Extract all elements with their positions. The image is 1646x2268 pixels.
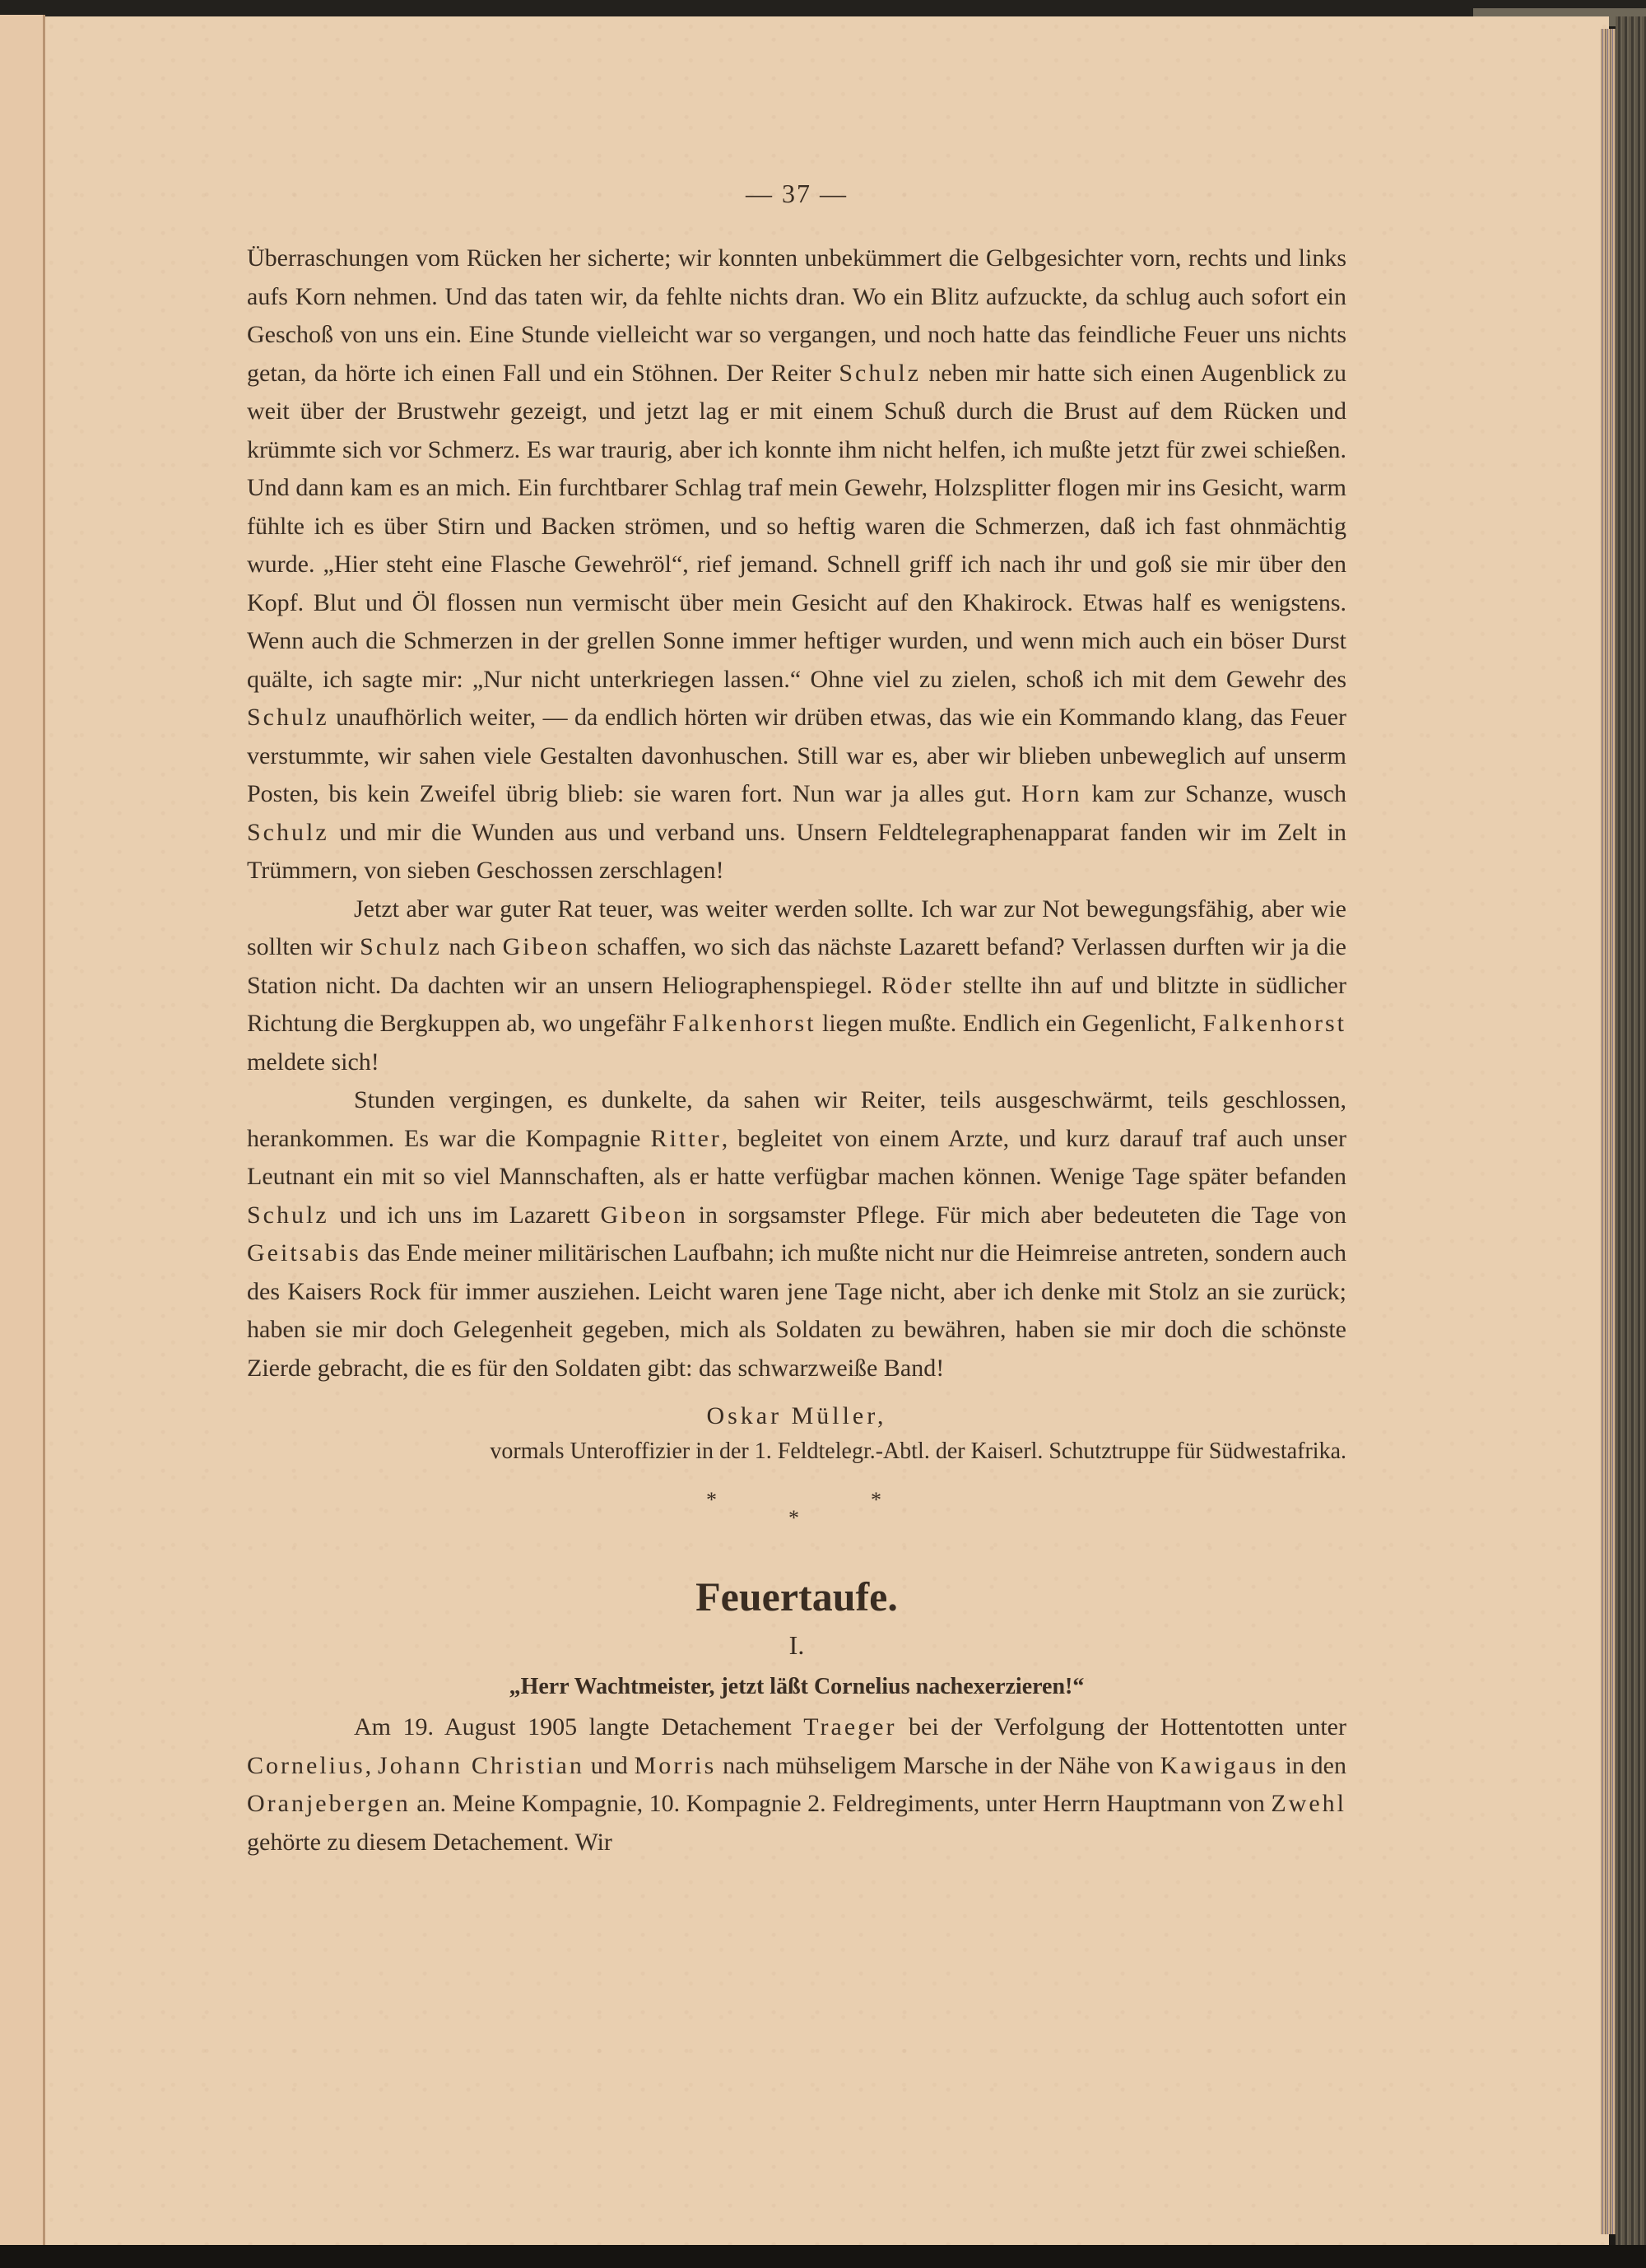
paragraph: [247, 1708, 1346, 1861]
paragraph: [247, 1081, 1346, 1387]
page-content: [247, 177, 1346, 1861]
emphasized-name: Falkenhorst: [1202, 1010, 1347, 1037]
text-run: unaufhörlich weiter, — da endlich hörten wir drüben etwas, das wie ein Kommando klang, das Feuer verstummte, wir sahen viele Gestalten davonhuschen. Still war es, aber wir blieben unbeweglich auf unserm Posten, bis kein Zweifel übrig blieb: sie waren fort. Nun war ja alles gut.: [247, 704, 1346, 807]
story-text-part2: [247, 1708, 1346, 1861]
emphasized-name: Gibeon: [600, 1201, 688, 1229]
text-run: Stunden vergingen, es dunkelte, da sahen wir Reiter, teils ausgeschwärmt, teils geschlossen, herankommen. Es war die Kompagnie: [247, 1086, 1346, 1152]
author-signature: [247, 1397, 1346, 1435]
text-run: an. Meine Kompagnie, 10. Kompagnie 2. Feldregiments, unter Herrn Hauptmann von: [410, 1790, 1272, 1817]
emphasized-name: Cornelius: [247, 1751, 365, 1779]
emphasized-name: Schulz: [247, 1201, 329, 1229]
text-run: neben mir hatte sich einen Augenblick zu weit über der Brustwehr gezeigt, und jetzt lag er mit einem Schuß durch die Brust auf dem Rücken und krümmte sich vor Schmerz. Es war traurig, aber ich konnte ihm nicht helfen, ich mußte jetzt für zwei schießen. Und dann kam es an mich. Ein furchtbarer Schlag traf mein Gewehr, Holzsplitter flogen mir ins Gesicht, warm fühlte ich es über Stirn und Backen strömen, und so heftig waren die Schmerzen, daß ich fast ohnmächtig wurde. „Hier steht eine Flasche Gewehröl“, rief jemand. Schnell griff ich nach ihr und goß sie mir über den Kopf. Blut und Öl flossen nun vermischt über mein Gesicht auf den Khakirock. Etwas half es wenigstens. Wenn auch die Schmerzen in der grellen Sonne immer heftiger wurden, und wenn mich auch ein böser Durst quälte, ich sagte mir: „Nur nicht unterkriegen lassen.“ Ohne viel zu zielen, schoß ich mit dem Gewehr des: [247, 359, 1346, 693]
paragraph: [247, 890, 1346, 1082]
emphasized-name: Schulz: [247, 704, 329, 731]
section-numeral: I.: [788, 1630, 805, 1660]
emphasized-name: Schulz: [360, 933, 442, 960]
scan-bottom-border: [0, 2245, 1646, 2268]
page-stack-edges: [1601, 29, 1616, 2234]
emphasized-name: Morris: [634, 1751, 717, 1779]
story-text-part1: [247, 239, 1346, 1387]
asterisk: *: [706, 1488, 717, 1512]
text-run: und: [584, 1751, 635, 1779]
text-run: das Ende meiner militärischen Laufbahn; ich mußte nicht nur die Heimreise antreten, sondern auch des Kaisers Rock für immer ausziehen. Leicht waren jene Tage nicht, aber ich denke mit Stolz an sie zurück; haben sie mir doch Gelegenheit gegeben, mich als Soldaten zu bewähren, haben sie mir doch die schönste Zierde gebracht, die es für den Soldaten gibt: das schwarzweiße Band!: [247, 1239, 1346, 1382]
author-name: Oskar Müller,: [706, 1402, 887, 1429]
text-run: Am 19. August 1905 langte Detachement: [354, 1713, 804, 1741]
emphasized-name: Schulz: [839, 359, 922, 387]
emphasized-name: Kawigaus: [1160, 1751, 1279, 1779]
text-run: gehörte zu diesem Detachement. Wir: [247, 1828, 612, 1856]
previous-page-edge: [0, 15, 45, 2268]
text-run: Überraschungen vom Rücken her sicherte; wir konnten unbekümmert die Gelbgesichter vorn, rechts und links aufs Korn nehmen. Und das taten wir, da fehlte nichts dran. Wo ein Blitz aufzuckte, da schlug auch sofort ein Geschoß von uns ein. Eine Stunde vielleicht war so vergangen, und noch hatte das feindliche Feuer uns nichts getan, da hörte ich einen Fall und ein Stöhnen. Der Reiter: [247, 244, 1346, 387]
text-run: und ich uns im Lazarett: [328, 1201, 601, 1229]
scan-top-border: [0, 0, 1646, 16]
emphasized-name: Traeger: [803, 1713, 897, 1741]
emphasized-name: Röder: [881, 971, 955, 999]
emphasized-name: Zwehl: [1271, 1790, 1346, 1817]
text-run: kam zur Schanze, wusch: [1081, 780, 1347, 807]
paragraph: [247, 239, 1346, 890]
emphasized-name: Schulz: [247, 818, 329, 846]
asterisk: *: [871, 1488, 881, 1512]
section-title: Feuertaufe.: [695, 1573, 898, 1620]
book-binding: [1616, 16, 1646, 2247]
text-run: , begleitet von einem Arzte, und kurz darauf traf auch unser Leutnant ein mit so viel Mannschaften, als er hatte verfügbar machen können. Wenige Tage später befanden: [247, 1124, 1346, 1190]
text-run: meldete sich!: [247, 1048, 379, 1076]
emphasized-name: Gibeon: [502, 933, 590, 960]
author-affiliation: vormals Unteroffizier in der 1. Feldtelegr.-Abtl. der Kaiserl. Schutztruppe für Südwestafrika.: [490, 1438, 1346, 1464]
text-run: ,: [365, 1751, 379, 1779]
emphasized-name: Horn: [1021, 780, 1082, 807]
text-run: Jetzt aber war guter Rat teuer, was weiter werden sollte. Ich war zur Not bewegungsfähig, aber wie sollten wir: [247, 895, 1346, 960]
emphasized-name: Falkenhorst: [672, 1010, 816, 1037]
asterisk: *: [788, 1506, 799, 1530]
emphasized-name: Ritter: [650, 1124, 722, 1152]
text-run: bei der Verfolgung der Hottentotten unter: [896, 1713, 1346, 1741]
emphasized-name: Johann Christian: [378, 1751, 584, 1779]
text-run: nach mühseligem Marsche in der Nähe von: [716, 1751, 1160, 1779]
section-separator: [247, 1490, 1346, 1536]
text-run: in den: [1278, 1751, 1346, 1779]
section-subtitle: „Herr Wachtmeister, jetzt läßt Cornelius nachexerzieren!“: [509, 1674, 1085, 1699]
text-run: stellte ihn auf und blitzte in südlicher Richtung die Bergkuppen ab, wo ungefähr: [247, 971, 1346, 1037]
text-run: und mir die Wunden aus und verband uns. Unsern Feldtelegraphenapparat fanden wir im Zelt in Trümmern, von sieben Geschossen zerschlagen!: [247, 818, 1346, 884]
emphasized-name: Oranjebergen: [247, 1790, 411, 1817]
text-run: nach: [441, 933, 503, 960]
page-number: — 37 —: [746, 179, 848, 208]
text-run: schaffen, wo sich das nächste Lazarett befand? Verlassen durften wir ja die Station nicht. Da dachten wir an unsern Heliographenspiegel.: [247, 933, 1346, 999]
text-run: in sorgsamster Pflege. Für mich aber bedeuteten die Tage von: [687, 1201, 1346, 1229]
emphasized-name: Geitsabis: [247, 1239, 361, 1266]
text-run: liegen mußte. Endlich ein Gegenlicht,: [816, 1010, 1203, 1037]
